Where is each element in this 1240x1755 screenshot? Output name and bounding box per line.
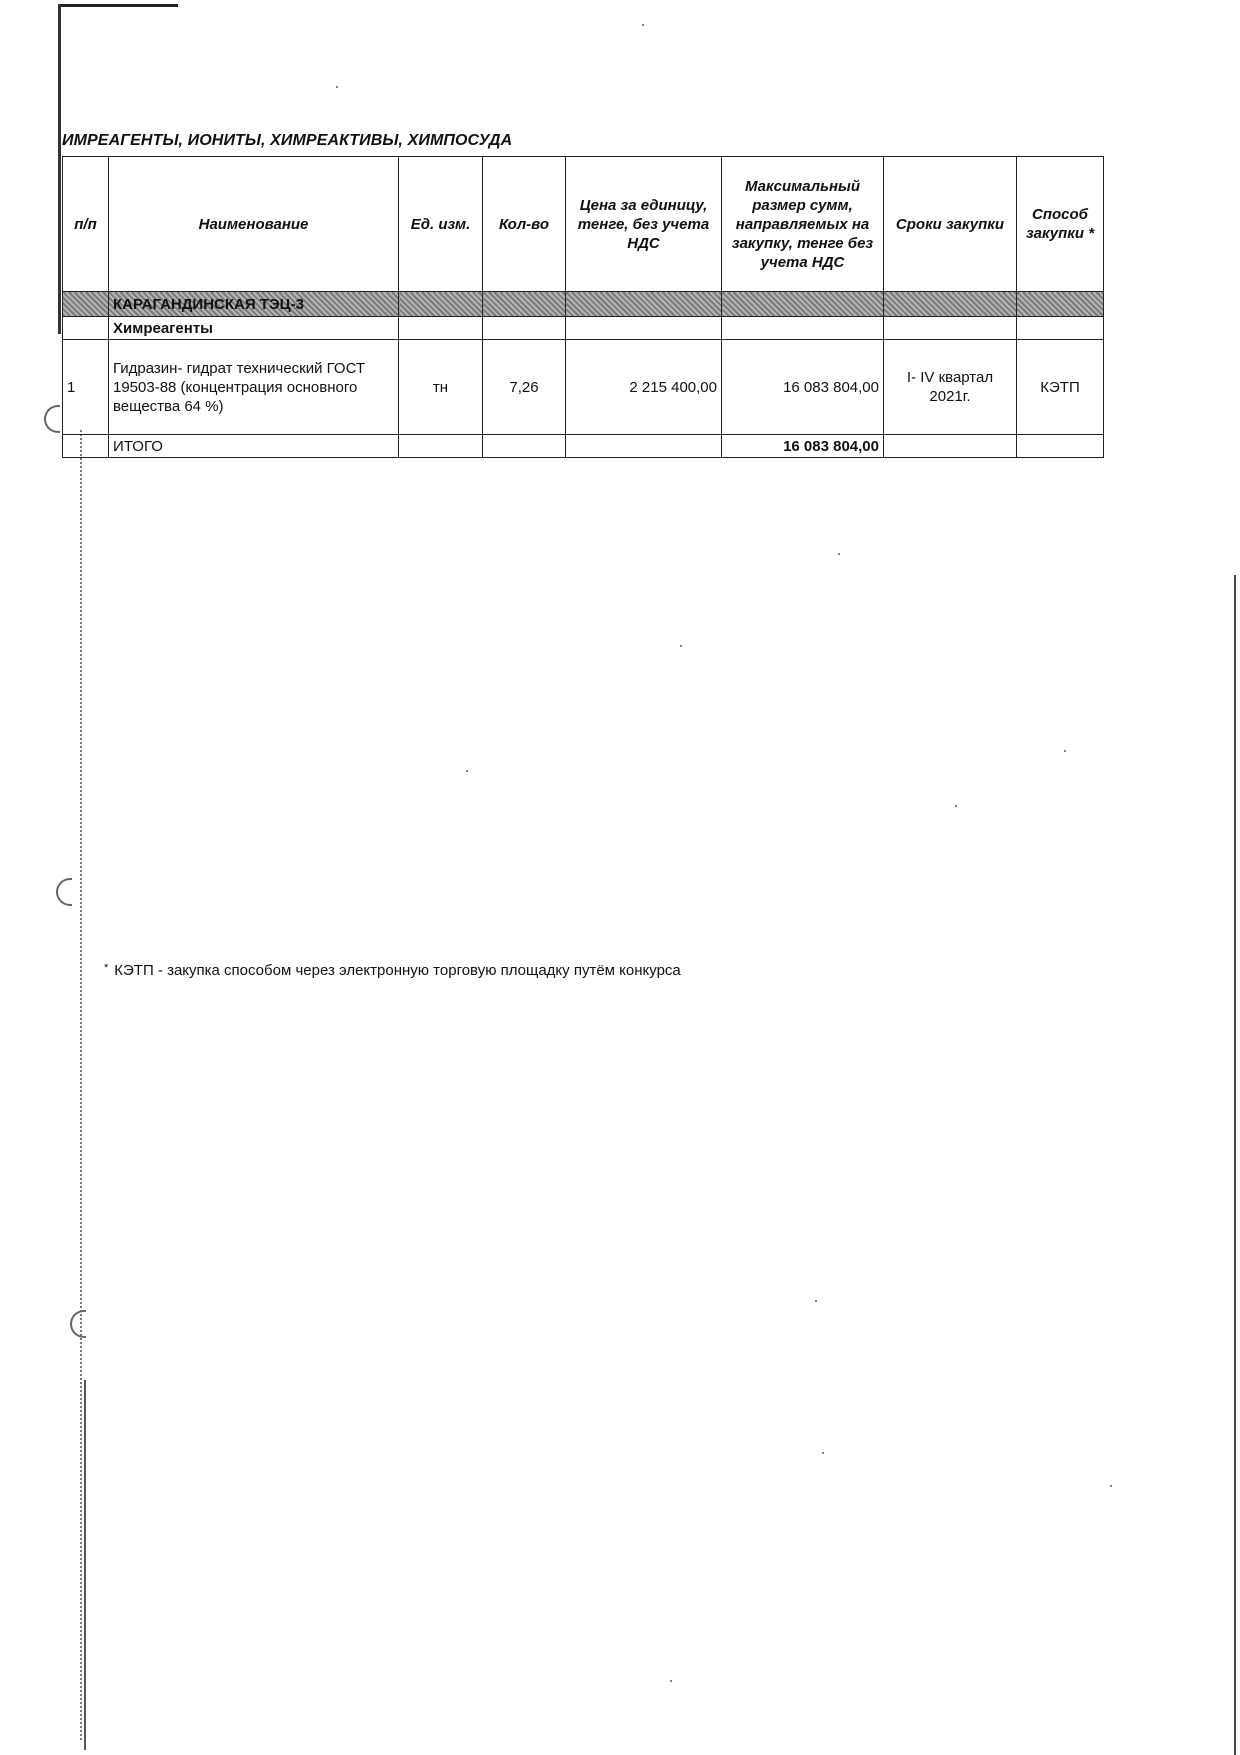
item-name: Гидразин- гидрат технический ГОСТ 19503-88 (концентрация основного вещества 64 %)	[109, 340, 399, 435]
scan-speck	[642, 24, 644, 26]
scan-speck	[815, 1300, 817, 1302]
scan-edge-left-line	[84, 1380, 86, 1750]
header-price: Цена за единицу, тенге, без учета НДС	[566, 157, 722, 292]
item-method: КЭТП	[1017, 340, 1104, 435]
scan-speck	[336, 86, 338, 88]
header-num: п/п	[63, 157, 109, 292]
item-price: 2 215 400,00	[566, 340, 722, 435]
item-period: I- IV квартал 2021г.	[884, 340, 1017, 435]
scan-border-top	[58, 4, 178, 7]
table-row	[63, 340, 1104, 435]
header-qty: Кол-во	[483, 157, 566, 292]
section-title: ИМРЕАГЕНТЫ, ИОНИТЫ, ХИМРЕАКТИВЫ, ХИМПОСУДА	[62, 132, 513, 149]
header-period: Сроки закупки	[884, 157, 1017, 292]
scan-speck	[822, 1452, 824, 1454]
category-row	[63, 317, 1104, 340]
total-label: ИТОГО	[109, 435, 399, 458]
scan-speck	[955, 805, 957, 807]
header-name: Наименование	[109, 157, 399, 292]
punch-hole-mark	[56, 878, 72, 906]
item-qty: 7,26	[483, 340, 566, 435]
scan-border-left	[58, 4, 61, 334]
category-name: Химреагенты	[109, 317, 399, 340]
punch-hole-mark	[70, 1310, 86, 1338]
total-row	[63, 435, 1104, 458]
footnote	[104, 962, 904, 979]
scan-speck	[680, 645, 682, 647]
footnote-text: КЭТП - закупка способом через электронную торговую площадку путём конкурса	[114, 962, 681, 979]
footnote-mark: *	[104, 962, 109, 974]
scan-edge-left	[80, 430, 82, 1740]
punch-hole-mark	[44, 405, 60, 433]
scan-speck	[838, 553, 840, 555]
header-unit: Ед. изм.	[399, 157, 483, 292]
scan-edge-right	[1234, 575, 1236, 1755]
scan-speck	[1064, 750, 1066, 752]
scan-speck	[670, 1680, 672, 1682]
item-num: 1	[63, 340, 109, 435]
table-header-row	[63, 157, 1104, 292]
header-method: Способ закупки *	[1017, 157, 1104, 292]
scan-speck	[466, 770, 468, 772]
header-max-amount: Максимальный размер сумм, направляемых на закупку, тенге без учета НДС	[722, 157, 884, 292]
item-unit: тн	[399, 340, 483, 435]
total-amount: 16 083 804,00	[722, 435, 884, 458]
organization-row	[63, 292, 1104, 317]
item-max-amount: 16 083 804,00	[722, 340, 884, 435]
organization-name: КАРАГАНДИНСКАЯ ТЭЦ-3	[109, 292, 399, 317]
procurement-table	[62, 156, 1104, 458]
scan-speck	[1110, 1485, 1112, 1487]
